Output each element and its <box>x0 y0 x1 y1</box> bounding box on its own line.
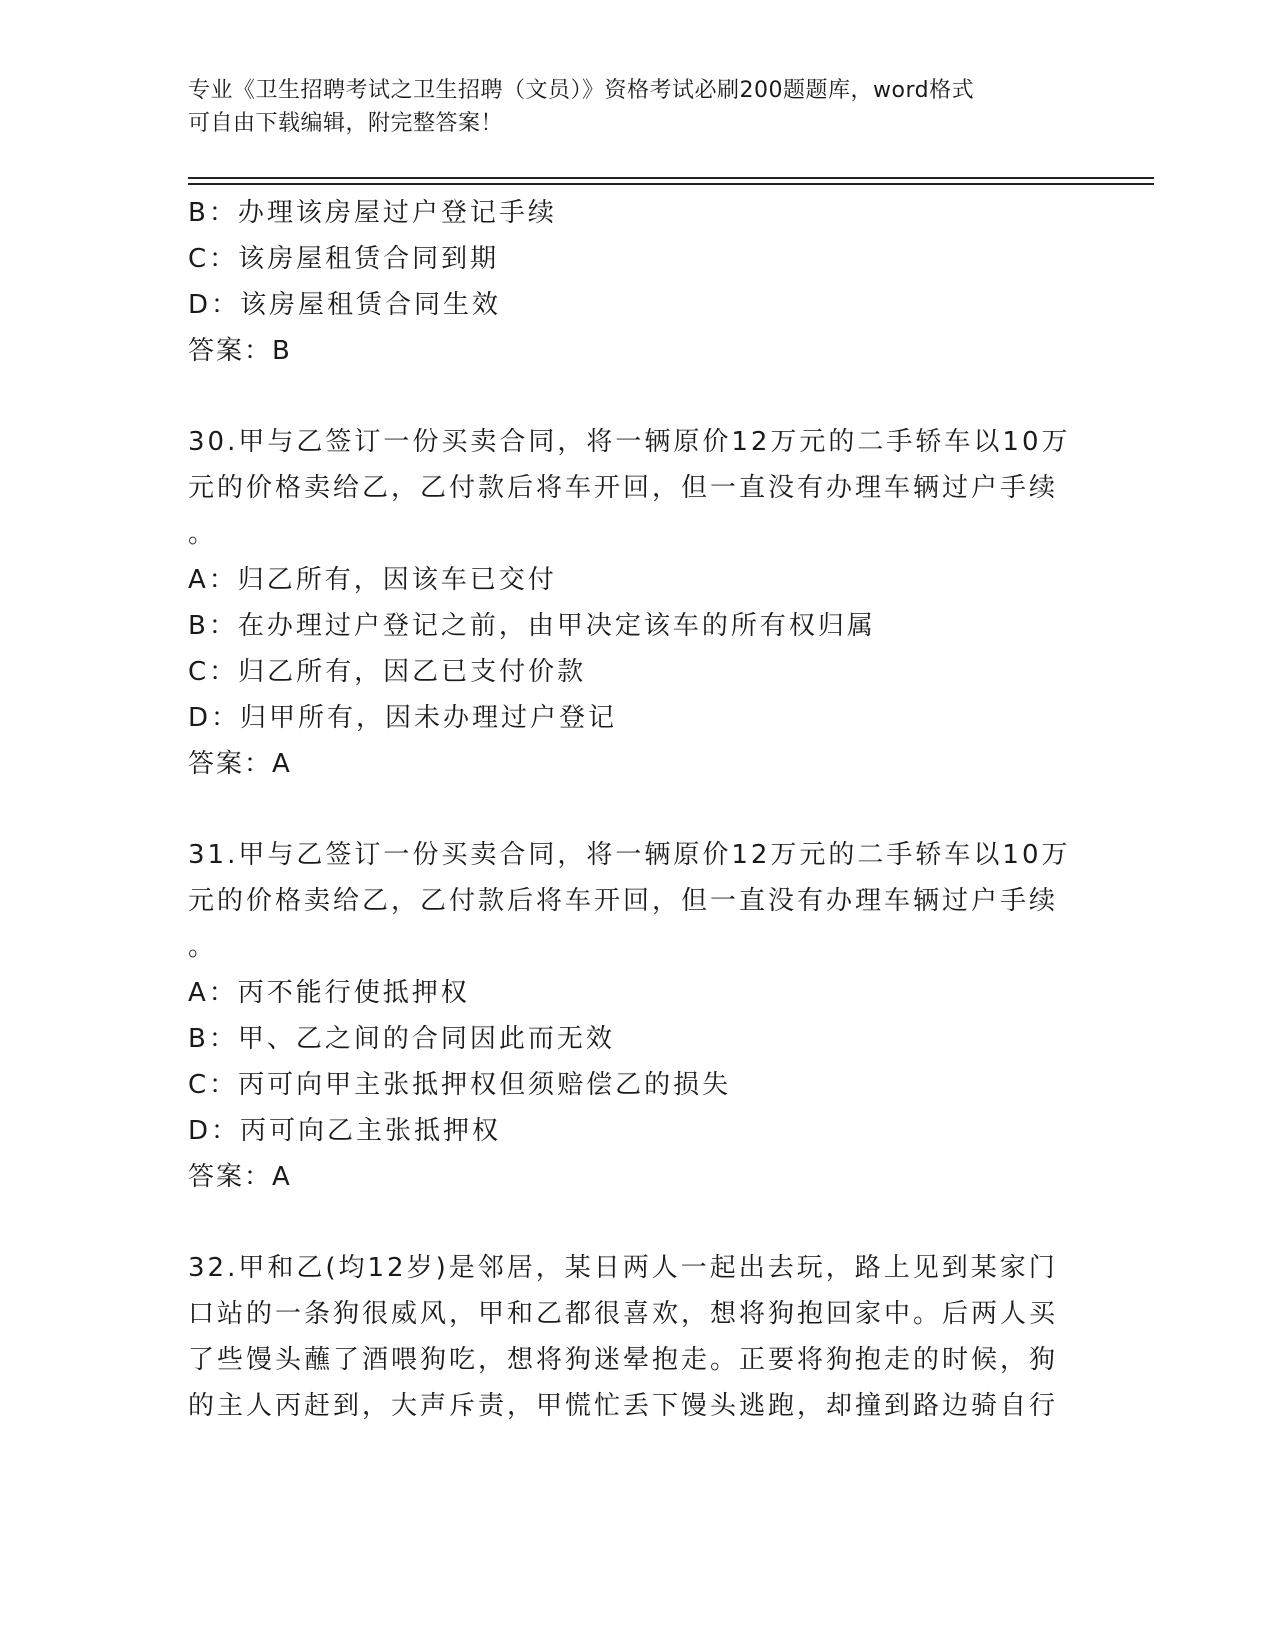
page-header <box>188 74 1088 140</box>
option-b: B：在办理过户登记之前，由甲决定该车的所有权归属 <box>188 611 876 641</box>
option-c: C：该房屋租赁合同到期 <box>188 244 500 274</box>
option-a: A：丙不能行使抵押权 <box>188 978 470 1008</box>
option-d: D：该房屋租赁合同生效 <box>188 290 502 320</box>
question-stem-line: 元的价格卖给乙，乙付款后将车开回，但一直没有办理车辆过户手续 <box>188 886 1059 916</box>
answer-label: 答案：B <box>188 336 292 366</box>
answer-label: 答案：A <box>188 1162 292 1192</box>
option-d: D：丙可向乙主张抵押权 <box>188 1116 502 1146</box>
question-29-tail <box>188 190 1088 374</box>
question-30 <box>188 419 1088 787</box>
question-stem-line: 元的价格卖给乙，乙付款后将车开回，但一直没有办理车辆过户手续 <box>188 473 1059 503</box>
question-content <box>188 190 1088 1429</box>
question-stem-line: 。 <box>188 519 218 549</box>
question-31 <box>188 832 1088 1200</box>
question-stem-line: 31.甲与乙签订一份买卖合同，将一辆原价12万元的二手轿车以10万 <box>188 840 1071 870</box>
spacer <box>188 374 1088 419</box>
question-stem-line: 。 <box>188 932 218 962</box>
answer-label: 答案：A <box>188 749 292 779</box>
option-a: A：归乙所有，因该车已交付 <box>188 565 557 595</box>
header-rule-top <box>188 177 1154 179</box>
option-c: C：归乙所有，因乙已支付价款 <box>188 657 587 687</box>
question-stem-line: 了些馒头蘸了酒喂狗吃，想将狗迷晕抱走。正要将狗抱走的时候，狗 <box>188 1345 1059 1375</box>
header-line-1: 专业《卫生招聘考试之卫生招聘（文员）》资格考试必刷200题题库，word格式 <box>188 78 975 103</box>
spacer <box>188 1200 1088 1245</box>
question-stem-line: 的主人丙赶到，大声斥责，甲慌忙丢下馒头逃跑，却撞到路边骑自行 <box>188 1391 1059 1421</box>
option-b: B：办理该房屋过户登记手续 <box>188 198 557 228</box>
header-line-2: 可自由下载编辑，附完整答案！ <box>188 111 504 136</box>
question-stem-line: 32.甲和乙(均12岁)是邻居，某日两人一起出去玩，路上见到某家门 <box>188 1253 1058 1283</box>
question-stem-line: 30.甲与乙签订一份买卖合同，将一辆原价12万元的二手轿车以10万 <box>188 427 1071 457</box>
question-32 <box>188 1245 1088 1429</box>
question-stem-line: 口站的一条狗很威风，甲和乙都很喜欢，想将狗抱回家中。后两人买 <box>188 1299 1059 1329</box>
option-b: B：甲、乙之间的合同因此而无效 <box>188 1024 615 1054</box>
spacer <box>188 787 1088 832</box>
option-c: C：丙可向甲主张抵押权但须赔偿乙的损失 <box>188 1070 732 1100</box>
option-d: D：归甲所有，因未办理过户登记 <box>188 703 618 733</box>
header-rule-bottom <box>188 183 1154 185</box>
